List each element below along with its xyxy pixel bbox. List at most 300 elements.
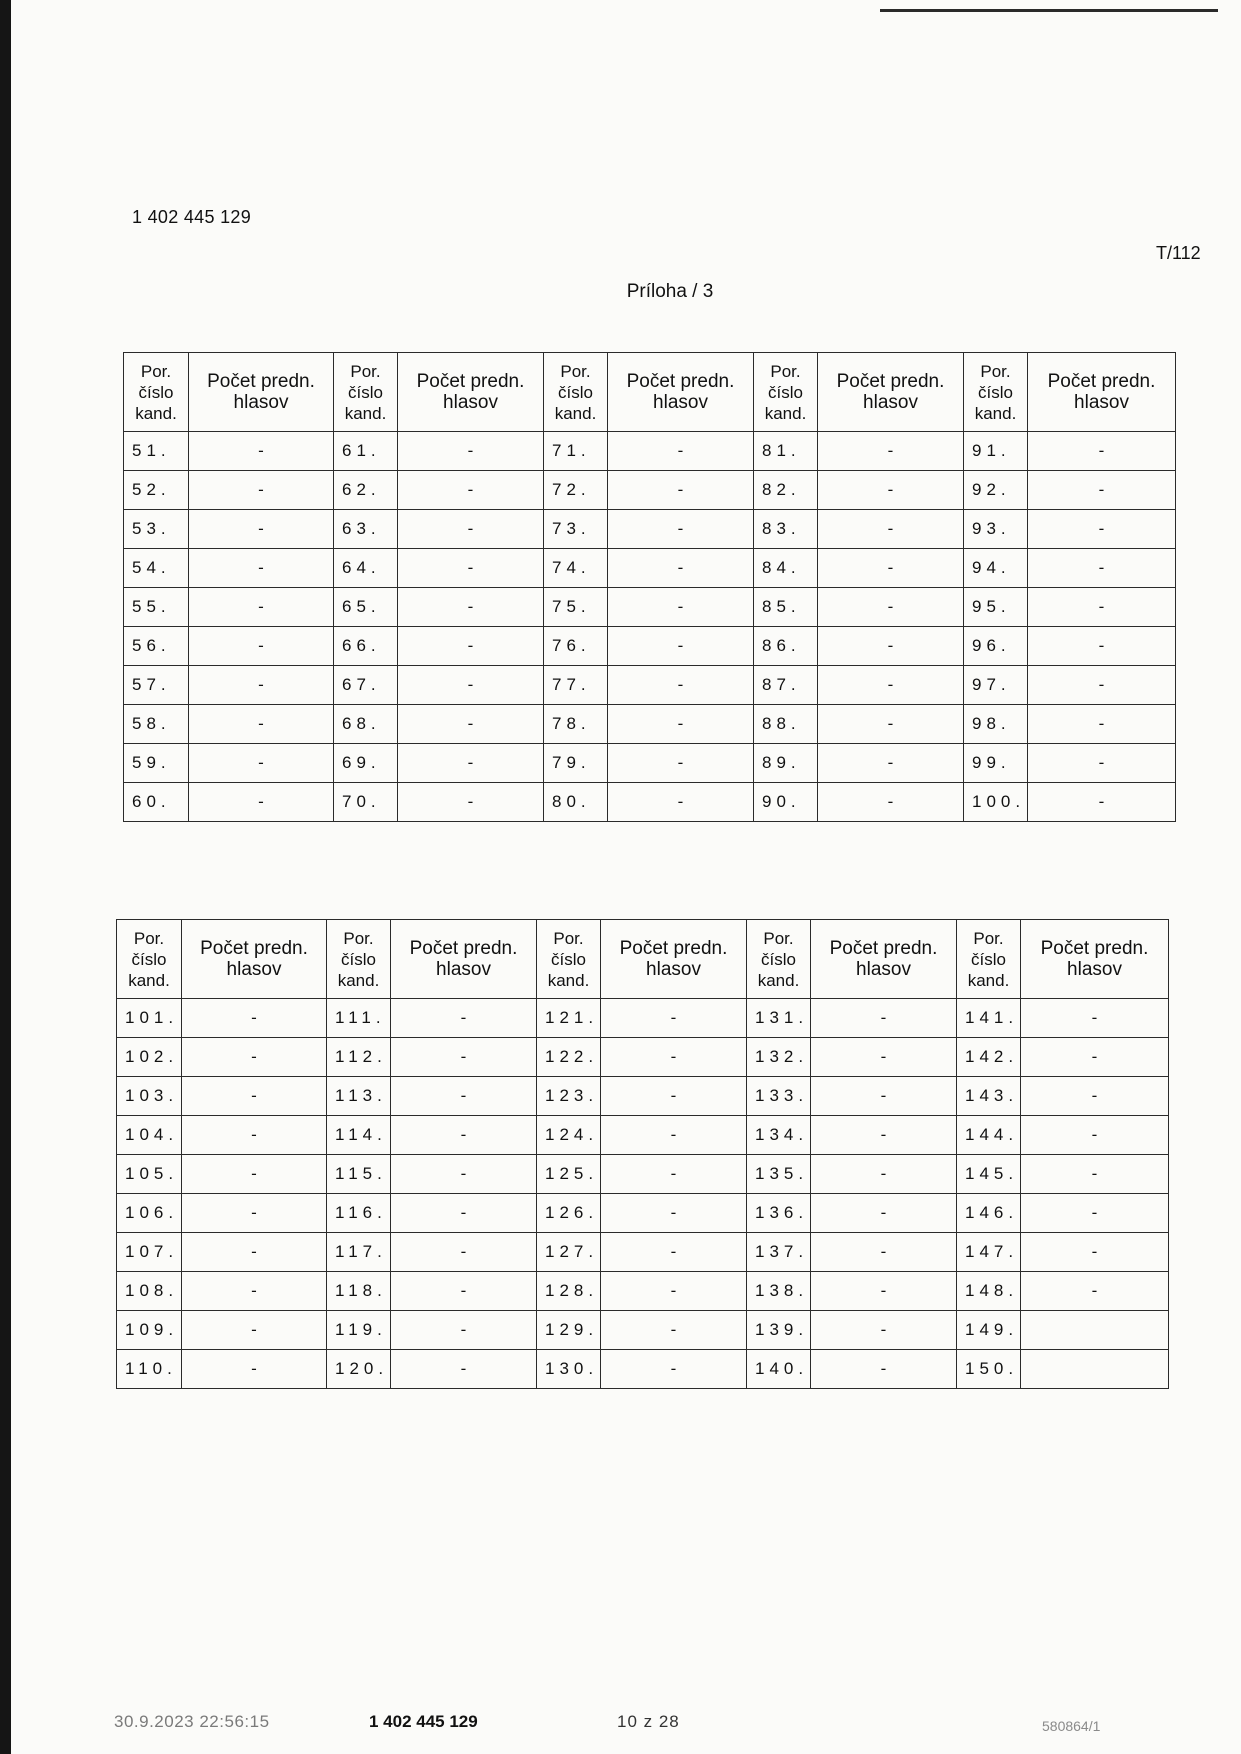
- candidate-number-cell: 78.: [544, 705, 608, 744]
- candidate-number-cell: 71.: [544, 432, 608, 471]
- candidate-number-cell: 57.: [124, 666, 189, 705]
- candidate-number-cell: 88.: [754, 705, 818, 744]
- preference-votes-cell: -: [189, 588, 334, 627]
- preference-votes-cell: -: [1028, 471, 1176, 510]
- header-line: hlasov: [443, 392, 498, 413]
- header-line: kand.: [547, 970, 590, 990]
- header-line: hlasov: [226, 959, 282, 980]
- preference-votes-cell: -: [608, 432, 754, 471]
- preference-votes-cell: -: [1021, 1116, 1169, 1155]
- header-line: kand.: [337, 970, 380, 990]
- preference-votes-cell: -: [391, 1233, 537, 1272]
- preference-votes-cell: -: [601, 1233, 747, 1272]
- preference-votes-cell: -: [189, 471, 334, 510]
- candidate-number-cell: 99.: [964, 744, 1028, 783]
- preference-votes-cell: -: [182, 1077, 327, 1116]
- header-preference-votes: [601, 920, 747, 999]
- preference-votes-cell: -: [189, 666, 334, 705]
- preference-votes-cell: -: [811, 1311, 957, 1350]
- preference-votes-cell: -: [182, 1272, 327, 1311]
- header-candidate-number: [124, 353, 189, 432]
- header-candidate-number: [537, 920, 601, 999]
- candidate-number-cell: 122.: [537, 1038, 601, 1077]
- header-line: číslo: [558, 382, 593, 402]
- header-line: Por.: [133, 928, 165, 948]
- header-line: číslo: [551, 949, 586, 969]
- preference-votes-cell: -: [189, 510, 334, 549]
- header-line: Por.: [343, 928, 374, 948]
- header-line: Por.: [350, 361, 381, 381]
- header-preference-votes: [608, 353, 754, 432]
- candidate-number-cell: 150.: [957, 1350, 1021, 1389]
- preference-votes-cell: -: [1021, 1272, 1169, 1311]
- preference-votes-cell: -: [391, 1272, 537, 1311]
- header-line: číslo: [978, 382, 1013, 402]
- candidate-number-cell: 97.: [964, 666, 1028, 705]
- candidate-number-cell: 79.: [544, 744, 608, 783]
- preference-votes-table-1: [123, 352, 1176, 822]
- preference-votes-cell: -: [391, 1194, 537, 1233]
- header-line: číslo: [761, 949, 796, 969]
- candidate-number-cell: 144.: [957, 1116, 1021, 1155]
- candidate-number-cell: 76.: [544, 627, 608, 666]
- preference-votes-cell: -: [608, 744, 754, 783]
- candidate-number-cell: 52.: [124, 471, 189, 510]
- candidate-number-cell: 116.: [327, 1194, 391, 1233]
- preference-votes-cell: [1021, 1311, 1169, 1350]
- candidate-number-cell: 149.: [957, 1311, 1021, 1350]
- header-line: Por.: [763, 928, 794, 948]
- candidate-number-cell: 135.: [747, 1155, 811, 1194]
- candidate-number-cell: 111.: [327, 999, 391, 1038]
- preference-votes-cell: -: [601, 1116, 747, 1155]
- document-id: 1 402 445 129: [132, 207, 252, 227]
- candidate-number-cell: 105.: [117, 1155, 182, 1194]
- candidate-number-cell: 146.: [957, 1194, 1021, 1233]
- candidate-number-cell: 67.: [334, 666, 398, 705]
- candidate-number-cell: 80.: [544, 783, 608, 822]
- header-candidate-number: [964, 353, 1028, 432]
- footer-datetime: 30.9.2023 22:56:15: [114, 1712, 270, 1731]
- preference-votes-cell: -: [1028, 588, 1176, 627]
- candidate-number-cell: 140.: [747, 1350, 811, 1389]
- preference-votes-cell: -: [818, 432, 964, 471]
- preference-votes-cell: -: [391, 1077, 537, 1116]
- preference-votes-cell: -: [1028, 627, 1176, 666]
- preference-votes-cell: -: [1021, 1077, 1169, 1116]
- candidate-number-cell: 117.: [327, 1233, 391, 1272]
- candidate-number-cell: 142.: [957, 1038, 1021, 1077]
- header-line: kand.: [757, 970, 800, 990]
- preference-votes-cell: -: [391, 1311, 537, 1350]
- candidate-number-cell: 75.: [544, 588, 608, 627]
- candidate-number-cell: 93.: [964, 510, 1028, 549]
- table-row: [124, 744, 1176, 783]
- candidate-number-cell: 103.: [117, 1077, 182, 1116]
- header-preference-votes: [1028, 353, 1176, 432]
- header-line: Počet predn.: [416, 371, 525, 392]
- preference-votes-cell: -: [189, 744, 334, 783]
- candidate-number-cell: 121.: [537, 999, 601, 1038]
- preference-votes-cell: -: [189, 705, 334, 744]
- preference-votes-cell: -: [811, 1272, 957, 1311]
- preference-votes-cell: -: [182, 1116, 327, 1155]
- header-preference-votes: [189, 353, 334, 432]
- candidate-number-cell: 56.: [124, 627, 189, 666]
- preference-votes-cell: -: [818, 549, 964, 588]
- header-preference-votes: [818, 353, 964, 432]
- candidate-number-cell: 87.: [754, 666, 818, 705]
- header-candidate-number: [117, 920, 182, 999]
- header-line: Počet predn.: [829, 938, 938, 959]
- header-line: kand.: [128, 970, 170, 990]
- table-row: [124, 549, 1176, 588]
- header-candidate-number: [327, 920, 391, 999]
- header-line: hlasov: [1067, 959, 1122, 980]
- candidate-number-cell: 109.: [117, 1311, 182, 1350]
- preference-votes-cell: -: [818, 666, 964, 705]
- preference-votes-cell: -: [1028, 432, 1176, 471]
- header-line: číslo: [131, 949, 167, 969]
- candidate-number-cell: 104.: [117, 1116, 182, 1155]
- preference-votes-cell: -: [398, 627, 544, 666]
- candidate-number-cell: 58.: [124, 705, 189, 744]
- candidate-number-cell: 106.: [117, 1194, 182, 1233]
- preference-votes-cell: -: [391, 999, 537, 1038]
- preference-votes-cell: -: [398, 783, 544, 822]
- preference-votes-cell: -: [182, 1155, 327, 1194]
- preference-votes-cell: -: [601, 1194, 747, 1233]
- footer-document-id: 1 402 445 129: [369, 1712, 478, 1731]
- candidate-number-cell: 115.: [327, 1155, 391, 1194]
- candidate-number-cell: 127.: [537, 1233, 601, 1272]
- preference-votes-cell: -: [391, 1350, 537, 1389]
- header-line: hlasov: [856, 959, 911, 980]
- preference-votes-cell: -: [1028, 705, 1176, 744]
- header-line: kand.: [344, 403, 387, 423]
- preference-votes-cell: -: [1021, 1194, 1169, 1233]
- candidate-number-cell: 89.: [754, 744, 818, 783]
- candidate-number-cell: 72.: [544, 471, 608, 510]
- candidate-number-cell: 143.: [957, 1077, 1021, 1116]
- candidate-number-cell: 83.: [754, 510, 818, 549]
- header-line: kand.: [967, 970, 1010, 990]
- header-preference-votes: [398, 353, 544, 432]
- header-preference-votes: [811, 920, 957, 999]
- candidate-number-cell: 62.: [334, 471, 398, 510]
- footer-code: 580864/1: [1042, 1718, 1101, 1734]
- candidate-number-cell: 145.: [957, 1155, 1021, 1194]
- preference-votes-cell: -: [398, 432, 544, 471]
- header-line: číslo: [768, 382, 803, 402]
- candidate-number-cell: 95.: [964, 588, 1028, 627]
- preference-votes-cell: -: [1028, 510, 1176, 549]
- header-line: kand.: [764, 403, 807, 423]
- header-line: Počet predn.: [207, 371, 315, 392]
- table-row: [124, 588, 1176, 627]
- candidate-number-cell: 92.: [964, 471, 1028, 510]
- candidate-number-cell: 91.: [964, 432, 1028, 471]
- preference-votes-cell: -: [391, 1038, 537, 1077]
- candidate-number-cell: 96.: [964, 627, 1028, 666]
- candidate-number-cell: 113.: [327, 1077, 391, 1116]
- header-candidate-number: [754, 353, 818, 432]
- form-code: T/112: [1156, 243, 1201, 263]
- candidate-number-cell: 131.: [747, 999, 811, 1038]
- header-line: Počet predn.: [200, 938, 308, 959]
- preference-votes-cell: -: [1028, 783, 1176, 822]
- candidate-number-cell: 132.: [747, 1038, 811, 1077]
- header-candidate-number: [747, 920, 811, 999]
- preference-votes-cell: -: [398, 588, 544, 627]
- preference-votes-cell: -: [811, 999, 957, 1038]
- preference-votes-cell: -: [818, 588, 964, 627]
- header-line: Por.: [973, 928, 1004, 948]
- candidate-number-cell: 66.: [334, 627, 398, 666]
- table-row: [124, 627, 1176, 666]
- candidate-number-cell: 147.: [957, 1233, 1021, 1272]
- header-line: Por.: [560, 361, 591, 381]
- candidate-number-cell: 63.: [334, 510, 398, 549]
- preference-votes-cell: -: [398, 705, 544, 744]
- header-line: Por.: [980, 361, 1011, 381]
- preference-votes-cell: -: [608, 588, 754, 627]
- preference-votes-cell: -: [608, 783, 754, 822]
- preference-votes-cell: -: [608, 705, 754, 744]
- candidate-number-cell: 112.: [327, 1038, 391, 1077]
- header-line: kand.: [974, 403, 1017, 423]
- preference-votes-cell: -: [608, 549, 754, 588]
- candidate-number-cell: 64.: [334, 549, 398, 588]
- header-candidate-number: [544, 353, 608, 432]
- preference-votes-cell: -: [189, 549, 334, 588]
- header-line: Počet predn.: [619, 938, 728, 959]
- header-line: hlasov: [646, 959, 701, 980]
- header-line: hlasov: [653, 392, 708, 413]
- header-line: Por.: [553, 928, 584, 948]
- header-line: Počet predn.: [1040, 938, 1149, 959]
- preference-votes-cell: -: [182, 1233, 327, 1272]
- preference-votes-cell: -: [811, 1116, 957, 1155]
- preference-votes-cell: -: [1028, 666, 1176, 705]
- candidate-number-cell: 137.: [747, 1233, 811, 1272]
- candidate-number-cell: 102.: [117, 1038, 182, 1077]
- table-row: [117, 1077, 1169, 1116]
- candidate-number-cell: 141.: [957, 999, 1021, 1038]
- header-line: číslo: [971, 949, 1006, 969]
- table-row: [117, 1272, 1169, 1311]
- preference-votes-cell: -: [189, 432, 334, 471]
- preference-votes-cell: -: [601, 999, 747, 1038]
- candidate-number-cell: 51.: [124, 432, 189, 471]
- page-title: Príloha / 3: [626, 281, 714, 302]
- header-line: Por.: [140, 361, 172, 381]
- header-line: kand.: [554, 403, 597, 423]
- header-line: Počet predn.: [409, 938, 518, 959]
- preference-votes-cell: -: [818, 705, 964, 744]
- candidate-number-cell: 134.: [747, 1116, 811, 1155]
- candidate-number-cell: 53.: [124, 510, 189, 549]
- preference-votes-cell: -: [1021, 1233, 1169, 1272]
- preference-votes-cell: -: [608, 471, 754, 510]
- header-line: Počet predn.: [626, 371, 735, 392]
- preference-votes-cell: -: [601, 1155, 747, 1194]
- candidate-number-cell: 129.: [537, 1311, 601, 1350]
- candidate-number-cell: 124.: [537, 1116, 601, 1155]
- candidate-number-cell: 139.: [747, 1311, 811, 1350]
- preference-votes-cell: -: [818, 744, 964, 783]
- candidate-number-cell: 85.: [754, 588, 818, 627]
- candidate-number-cell: 94.: [964, 549, 1028, 588]
- candidate-number-cell: 138.: [747, 1272, 811, 1311]
- header-line: hlasov: [436, 959, 491, 980]
- candidate-number-cell: 118.: [327, 1272, 391, 1311]
- preference-votes-table-2: [116, 919, 1169, 1389]
- candidate-number-cell: 86.: [754, 627, 818, 666]
- preference-votes-cell: [1021, 1350, 1169, 1389]
- header-line: hlasov: [863, 392, 918, 413]
- header-line: hlasov: [1074, 392, 1129, 413]
- preference-votes-cell: -: [818, 510, 964, 549]
- preference-votes-cell: -: [1028, 549, 1176, 588]
- table-row: [124, 432, 1176, 471]
- preference-votes-cell: -: [182, 1311, 327, 1350]
- table-row: [117, 1038, 1169, 1077]
- candidate-number-cell: 114.: [327, 1116, 391, 1155]
- candidate-number-cell: 54.: [124, 549, 189, 588]
- candidate-number-cell: 60.: [124, 783, 189, 822]
- candidate-number-cell: 77.: [544, 666, 608, 705]
- preference-votes-cell: -: [398, 510, 544, 549]
- table-row: [124, 783, 1176, 822]
- candidate-number-cell: 110.: [117, 1350, 182, 1389]
- preference-votes-cell: -: [1021, 1155, 1169, 1194]
- header-line: číslo: [138, 382, 174, 402]
- preference-votes-cell: -: [608, 510, 754, 549]
- candidate-number-cell: 100.: [964, 783, 1028, 822]
- preference-votes-cell: -: [818, 783, 964, 822]
- table-row: [124, 510, 1176, 549]
- candidate-number-cell: 119.: [327, 1311, 391, 1350]
- candidate-number-cell: 59.: [124, 744, 189, 783]
- candidate-number-cell: 65.: [334, 588, 398, 627]
- header-candidate-number: [334, 353, 398, 432]
- header-candidate-number: [957, 920, 1021, 999]
- scan-top-line: [880, 9, 1218, 12]
- candidate-number-cell: 133.: [747, 1077, 811, 1116]
- candidate-number-cell: 74.: [544, 549, 608, 588]
- preference-votes-cell: -: [601, 1350, 747, 1389]
- candidate-number-cell: 107.: [117, 1233, 182, 1272]
- preference-votes-cell: -: [182, 1038, 327, 1077]
- table-row: [124, 666, 1176, 705]
- footer-page-number: 10 z 28: [617, 1712, 680, 1731]
- candidate-number-cell: 108.: [117, 1272, 182, 1311]
- header-preference-votes: [391, 920, 537, 999]
- preference-votes-cell: -: [811, 1194, 957, 1233]
- candidate-number-cell: 136.: [747, 1194, 811, 1233]
- candidate-number-cell: 84.: [754, 549, 818, 588]
- header-line: číslo: [348, 382, 383, 402]
- scan-edge-bar: [0, 0, 11, 1754]
- candidate-number-cell: 70.: [334, 783, 398, 822]
- candidate-number-cell: 130.: [537, 1350, 601, 1389]
- candidate-number-cell: 82.: [754, 471, 818, 510]
- candidate-number-cell: 120.: [327, 1350, 391, 1389]
- preference-votes-cell: -: [182, 1350, 327, 1389]
- preference-votes-cell: -: [608, 627, 754, 666]
- preference-votes-cell: -: [811, 1155, 957, 1194]
- preference-votes-cell: -: [601, 1311, 747, 1350]
- header-line: Počet predn.: [836, 371, 945, 392]
- preference-votes-cell: -: [189, 627, 334, 666]
- preference-votes-cell: -: [818, 471, 964, 510]
- preference-votes-cell: -: [811, 1077, 957, 1116]
- preference-votes-cell: -: [398, 549, 544, 588]
- table-row: [124, 705, 1176, 744]
- preference-votes-cell: -: [391, 1116, 537, 1155]
- preference-votes-cell: -: [398, 666, 544, 705]
- preference-votes-cell: -: [811, 1350, 957, 1389]
- candidate-number-cell: 73.: [544, 510, 608, 549]
- candidate-number-cell: 98.: [964, 705, 1028, 744]
- candidate-number-cell: 69.: [334, 744, 398, 783]
- candidate-number-cell: 68.: [334, 705, 398, 744]
- candidate-number-cell: 128.: [537, 1272, 601, 1311]
- preference-votes-cell: -: [811, 1233, 957, 1272]
- preference-votes-cell: -: [182, 999, 327, 1038]
- table-row: [117, 1155, 1169, 1194]
- preference-votes-cell: -: [1021, 999, 1169, 1038]
- preference-votes-cell: -: [391, 1155, 537, 1194]
- table-row: [124, 471, 1176, 510]
- table-row: [117, 1233, 1169, 1272]
- preference-votes-cell: -: [811, 1038, 957, 1077]
- header-preference-votes: [1021, 920, 1169, 999]
- header-line: hlasov: [233, 392, 289, 413]
- preference-votes-cell: -: [818, 627, 964, 666]
- preference-votes-cell: -: [398, 471, 544, 510]
- candidate-number-cell: 81.: [754, 432, 818, 471]
- header-preference-votes: [182, 920, 327, 999]
- preference-votes-cell: -: [1021, 1038, 1169, 1077]
- candidate-number-cell: 55.: [124, 588, 189, 627]
- preference-votes-cell: -: [601, 1077, 747, 1116]
- preference-votes-cell: -: [1028, 744, 1176, 783]
- preference-votes-cell: -: [601, 1038, 747, 1077]
- candidate-number-cell: 61.: [334, 432, 398, 471]
- table-row: [117, 1194, 1169, 1233]
- table-row: [117, 1116, 1169, 1155]
- table-row: [117, 999, 1169, 1038]
- table-row: [117, 1350, 1169, 1389]
- header-line: kand.: [135, 403, 177, 423]
- header-line: Počet predn.: [1047, 371, 1156, 392]
- preference-votes-cell: -: [182, 1194, 327, 1233]
- candidate-number-cell: 125.: [537, 1155, 601, 1194]
- candidate-number-cell: 101.: [117, 999, 182, 1038]
- header-line: Por.: [770, 361, 801, 381]
- candidate-number-cell: 123.: [537, 1077, 601, 1116]
- candidate-number-cell: 126.: [537, 1194, 601, 1233]
- table-row: [117, 1311, 1169, 1350]
- header-line: číslo: [341, 949, 376, 969]
- preference-votes-cell: -: [608, 666, 754, 705]
- candidate-number-cell: 148.: [957, 1272, 1021, 1311]
- preference-votes-cell: -: [601, 1272, 747, 1311]
- candidate-number-cell: 90.: [754, 783, 818, 822]
- preference-votes-cell: -: [398, 744, 544, 783]
